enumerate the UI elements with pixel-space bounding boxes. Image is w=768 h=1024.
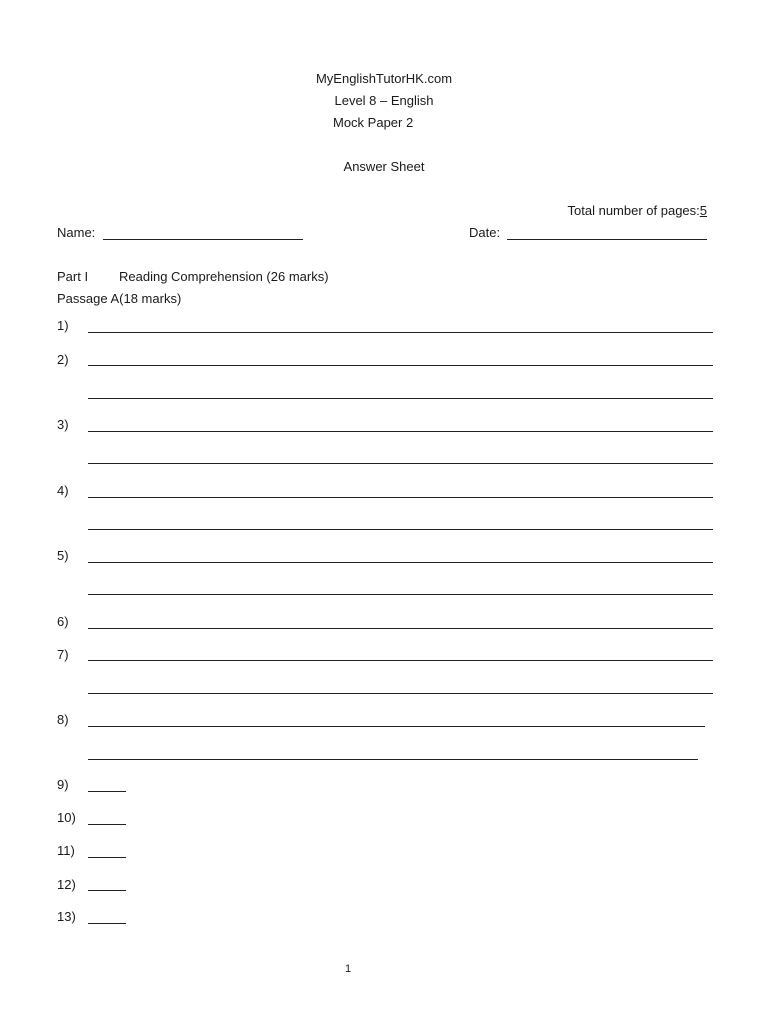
answer-line[interactable]: [88, 398, 713, 399]
answer-line[interactable]: [88, 726, 705, 727]
name-field: [57, 225, 95, 240]
answer-line[interactable]: [88, 463, 713, 464]
total-pages-label: Total number of pages:: [567, 203, 700, 218]
answer-line[interactable]: [88, 365, 713, 366]
paper-title: Mock Paper 2: [333, 115, 414, 130]
question-number: 3): [57, 417, 69, 432]
answer-line[interactable]: [88, 431, 713, 432]
question-number: 12): [57, 877, 76, 892]
total-pages: [568, 203, 707, 218]
question-number: 10): [57, 810, 76, 825]
question-number: 5): [57, 548, 69, 563]
short-answer-blank[interactable]: [88, 791, 126, 792]
date-blank[interactable]: [507, 239, 707, 240]
short-answer-blank[interactable]: [88, 923, 126, 924]
answer-sheet-title: Answer Sheet: [343, 159, 425, 174]
name-blank[interactable]: [103, 239, 303, 240]
short-answer-blank[interactable]: [88, 857, 126, 858]
answer-line[interactable]: [88, 660, 713, 661]
answer-line[interactable]: [88, 529, 713, 530]
question-number: 8): [57, 712, 69, 727]
answer-line[interactable]: [88, 562, 713, 563]
question-number: 6): [57, 614, 69, 629]
short-answer-blank[interactable]: [88, 890, 126, 891]
part-label: Part I: [57, 269, 89, 284]
question-number: 1): [57, 318, 69, 333]
answer-line[interactable]: [88, 628, 713, 629]
question-number: 13): [57, 909, 76, 924]
question-number: 7): [57, 647, 69, 662]
answer-line[interactable]: [88, 594, 713, 595]
date-label: Date:: [469, 225, 501, 240]
answer-line[interactable]: [88, 759, 698, 760]
site-title: MyEnglishTutorHK.com: [315, 71, 453, 86]
date-field: [469, 225, 500, 240]
name-label: Name:: [57, 225, 96, 240]
question-number: 4): [57, 483, 69, 498]
question-number: 2): [57, 352, 69, 367]
part-title: Reading Comprehension (26 marks): [119, 269, 329, 284]
short-answer-blank[interactable]: [88, 824, 126, 825]
question-number: 11): [57, 843, 75, 858]
passage-label: Passage A(18 marks): [57, 291, 182, 306]
total-pages-value: 5: [699, 203, 707, 218]
answer-line[interactable]: [88, 693, 713, 694]
answer-line[interactable]: [88, 497, 713, 498]
question-number: 9): [57, 777, 69, 792]
level-title: Level 8 – English: [334, 93, 434, 108]
answer-line[interactable]: [88, 332, 713, 333]
page-number: 1: [345, 963, 352, 975]
